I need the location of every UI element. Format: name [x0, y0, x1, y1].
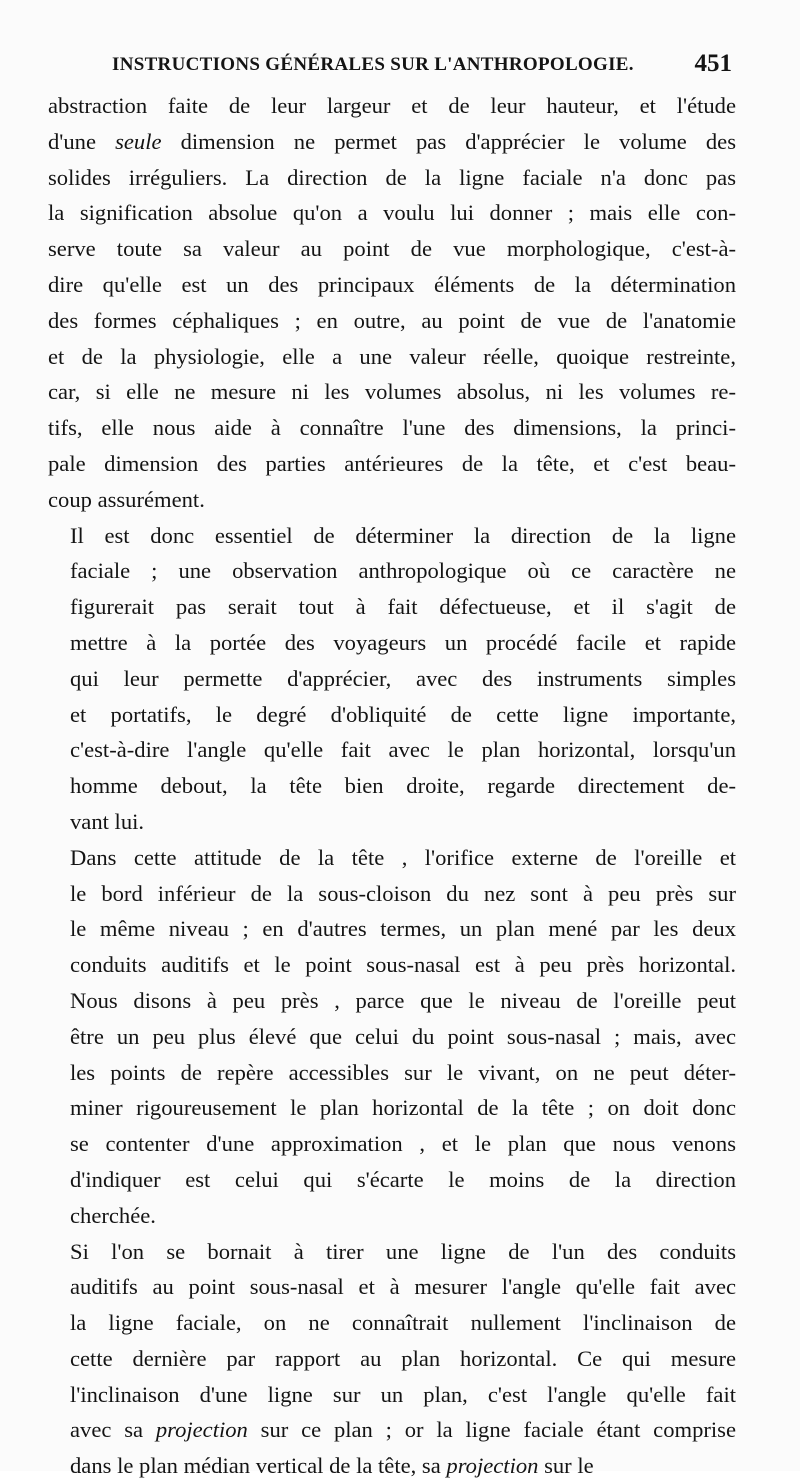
text-line: Dans cette attitude de la tête , l'orifice externe de l'oreille et [48, 840, 736, 876]
paragraph [48, 88, 736, 518]
text-line: et de la physiologie, elle a une valeur réelle, quoique restreinte, [48, 339, 736, 375]
text-line: miner rigoureusement le plan horizontal de la tête ; on doit donc [48, 1090, 736, 1126]
paragraph [48, 518, 736, 840]
text-line: Si l'on se bornait à tirer une ligne de l'un des conduits [48, 1234, 736, 1270]
text-line: et portatifs, le degré d'obliquité de cette ligne importante, [48, 697, 736, 733]
text-line: cherchée. [48, 1198, 736, 1234]
text-line: qui leur permette d'apprécier, avec des instruments simples [48, 661, 736, 697]
text-line: le bord inférieur de la sous-cloison du nez sont à peu près sur [48, 876, 736, 912]
text-line: être un peu plus élevé que celui du point sous-nasal ; mais, avec [48, 1019, 736, 1055]
text-line: solides irréguliers. La direction de la ligne faciale n'a donc pas [48, 160, 736, 196]
text-line: d'une seule dimension ne permet pas d'apprécier le volume des [48, 124, 736, 160]
text-line: c'est-à-dire l'angle qu'elle fait avec le plan horizontal, lorsqu'un [48, 732, 736, 768]
text-line: le même niveau ; en d'autres termes, un plan mené par les deux [48, 911, 736, 947]
text-line: avec sa projection sur ce plan ; or la ligne faciale étant comprise [48, 1412, 736, 1448]
text-line: d'indiquer est celui qui s'écarte le moins de la direction [48, 1162, 736, 1198]
text-line: se contenter d'une approximation , et le plan que nous venons [48, 1126, 736, 1162]
text-line: des formes céphaliques ; en outre, au point de vue de l'anatomie [48, 303, 736, 339]
text-line: la signification absolue qu'on a voulu lui donner ; mais elle con- [48, 195, 736, 231]
text-line: Il est donc essentiel de déterminer la direction de la ligne [48, 518, 736, 554]
text-line: coup assurément. [48, 482, 736, 518]
text-line: dire qu'elle est un des principaux éléments de la détermination [48, 267, 736, 303]
text-line: la ligne faciale, on ne connaîtrait nullement l'inclinaison de [48, 1305, 736, 1341]
text-line: dans le plan médian vertical de la tête, sa projection sur le [48, 1448, 736, 1484]
text-line: cette dernière par rapport au plan horizontal. Ce qui mesure [48, 1341, 736, 1377]
page-number: 451 [695, 50, 733, 78]
text-line: conduits auditifs et le point sous-nasal est à peu près horizontal. [48, 947, 736, 983]
text-line: pale dimension des parties antérieures de la tête, et c'est beau- [48, 446, 736, 482]
text-line: Nous disons à peu près , parce que le niveau de l'oreille peut [48, 983, 736, 1019]
running-title: INSTRUCTIONS GÉNÉRALES SUR L'ANTHROPOLOGIE. [112, 54, 634, 76]
paragraph [48, 840, 736, 1234]
text-line: car, si elle ne mesure ni les volumes absolus, ni les volumes re- [48, 374, 736, 410]
text-line: figurerait pas serait tout à fait défectueuse, et il s'agit de [48, 589, 736, 625]
text-line: tifs, elle nous aide à connaître l'une des dimensions, la princi- [48, 410, 736, 446]
paragraph [48, 1234, 736, 1484]
body-text [48, 88, 736, 1484]
text-line: les points de repère accessibles sur le vivant, on ne peut déter- [48, 1055, 736, 1091]
text-line: homme debout, la tête bien droite, regarde directement de- [48, 768, 736, 804]
text-line: l'inclinaison d'une ligne sur un plan, c'est l'angle qu'elle fait [48, 1377, 736, 1413]
text-line: faciale ; une observation anthropologique où ce caractère ne [48, 553, 736, 589]
text-line: serve toute sa valeur au point de vue morphologique, c'est-à- [48, 231, 736, 267]
text-line: vant lui. [48, 804, 736, 840]
text-line: abstraction faite de leur largeur et de leur hauteur, et l'étude [48, 88, 736, 124]
page-header [0, 50, 800, 86]
text-line: mettre à la portée des voyageurs un procédé facile et rapide [48, 625, 736, 661]
text-line: auditifs au point sous-nasal et à mesurer l'angle qu'elle fait avec [48, 1269, 736, 1305]
